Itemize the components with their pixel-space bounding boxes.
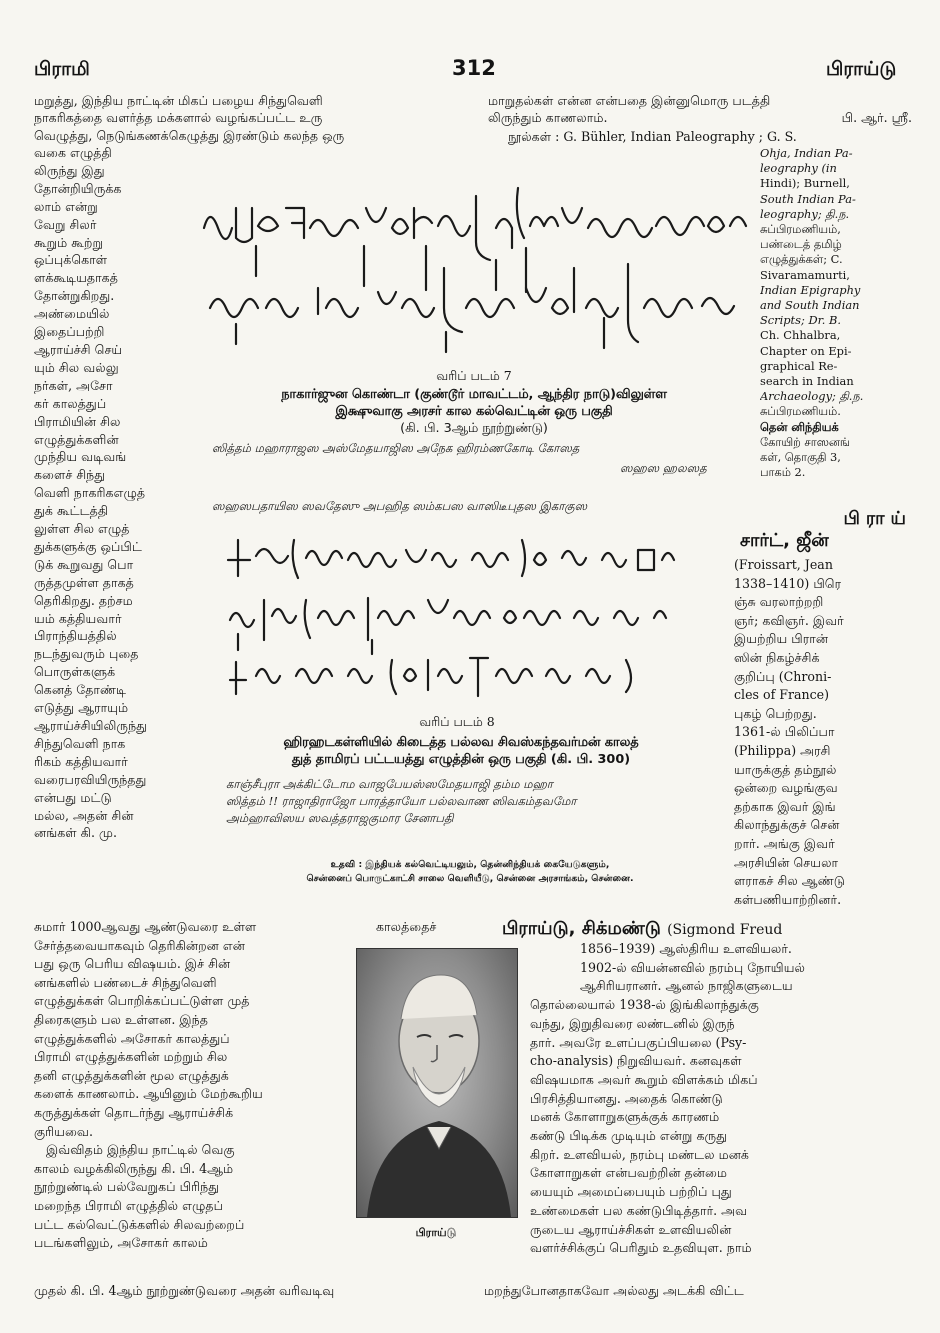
text-line: இயற்றிய பிரான்: [734, 631, 829, 647]
ref-line: Hindi); Burnell,: [760, 176, 850, 191]
text-line: ளராகச் சில ஆண்டு: [734, 873, 845, 889]
plate-7-inscription-drawing: [196, 168, 756, 368]
ref-line: Archaeology; தி.ந.: [760, 389, 864, 404]
text-line: கிறர். உளவியல், நரம்பு மண்டல மனக்: [530, 1146, 749, 1162]
text-line: 1902-ல் வியன்னவில் நரம்பு நோயியல்: [580, 959, 805, 975]
text-line: லிருந்தும் காணலாம்.: [488, 110, 608, 126]
text-line: நாகரிகத்தை வளர்த்த மக்களால் வழங்கப்பட்ட உரு: [34, 110, 323, 126]
plate-8-credit: [222, 858, 718, 886]
text-line: கூறும் கூற்று: [34, 234, 104, 250]
text-line: யையும் அமைப்பையும் பற்றிப் புது: [530, 1184, 732, 1200]
entry-heading-freud-english: (Sigmond Freud: [667, 922, 783, 938]
text-line: தோன்றியிருக்க: [34, 180, 122, 196]
text-line: ளக்கூடியதாகத்: [34, 270, 118, 286]
ref-line: எழுத்துக்கள்; C.: [760, 252, 843, 267]
ref-line: Indian Epigraphy: [760, 282, 861, 297]
text-line: மல்ல, அதன் சின்: [34, 807, 134, 823]
transliteration-line: அம்ஹாவிஸய ஸவத்தராஜகுமார சேனாபதி: [226, 811, 454, 825]
text-line: cho-analysis) நிறுவியவர். கனவுகள்: [530, 1053, 742, 1069]
text-line: எழுத்துக்களில் அசோகர் காலத்துப்: [34, 1030, 230, 1046]
text-line: யம் கத்தியவார்: [34, 610, 122, 626]
text-line: எழுத்துக்களின்: [34, 431, 119, 447]
ref-line: சுப்பிரமணியம்,: [760, 222, 841, 237]
text-line: ருடைய ஆராய்ச்சிகள் உளவியலின்: [530, 1221, 732, 1237]
text-line: cles of France): [734, 687, 830, 703]
text-line: காலம் வழக்கிலிருந்து கி. பி. 4ஆம்: [34, 1160, 234, 1176]
ref-line: leography; தி.ந.: [760, 206, 850, 221]
text-line: றார். அங்கு இவர்: [734, 835, 835, 851]
ref-line: கோயிற் சாஸனங்: [760, 434, 850, 449]
author-signature: பி. ஆர். ஸ்ரீ.: [841, 110, 912, 125]
ref-line: தென் னிந்தியக்: [760, 419, 839, 434]
text-line: யாருக்குத் தம்நூல்: [734, 761, 837, 777]
text-line: எடுத்து ஆராயும்: [34, 700, 129, 716]
ref-line: South Indian Pa-: [760, 191, 856, 206]
plate-7-caption: [196, 386, 752, 437]
text-line: ஆராய்ச்சி செய்: [34, 341, 123, 357]
inscription-line-2: [210, 264, 734, 352]
caption-line: நாகார்ஜுன கொண்டா (குண்டூர் மாவட்டம், ஆந்திர நாடு)விலுள்ள: [281, 387, 667, 402]
text-line: வெழுத்து, நெடுங்கணக்கெழுத்து இரண்டும் கலந்த ஒரு: [34, 127, 345, 143]
credit-line: உதவி : இந்தியக் கல்வெட்டியலும், தென்னிந்தியக் கையேடுகளும்,: [330, 859, 610, 870]
text-line: ஒன்றை வழங்குவ: [734, 780, 838, 796]
text-line: மறுத்து, இந்திய நாட்டின் மிகப் பழைய சிந்துவெளி: [34, 93, 323, 108]
text-line: தெரிகிறது. தற்சம: [34, 592, 133, 608]
text-line: வளர்ச்சிக்குப் பெரிதும் உதவியுள. நாம்: [530, 1240, 752, 1256]
text-line: யும் சில வல்லு: [34, 359, 119, 375]
entry-heading-freud-tamil: பிராய்டு, சிக்மண்டு: [502, 918, 661, 939]
text-line: நூற்றுண்டில் பல்வேறுகப் பிரிந்து: [34, 1179, 220, 1195]
ref-line: Sivaramamurti,: [760, 267, 850, 282]
ref-line: பாகம் 2.: [760, 465, 806, 480]
text-line: (Froissart, Jean: [734, 557, 833, 572]
text-line: குறிப்பு (Chroni-: [734, 668, 832, 684]
text-line: தோன்றுகிறது.: [34, 288, 115, 304]
text-line: ஆசிரியரானர். ஆனல் நாஜிகளுடைய: [580, 978, 793, 994]
text-line: வேறு சிலர்: [34, 216, 97, 232]
text-line: டுக் கூறுவது பொ: [34, 556, 134, 572]
text-line: கருத்துக்கள் தொடர்ந்து ஆராய்ச்சிக்: [34, 1104, 234, 1120]
ref-line: Scripts; Dr. B.: [760, 313, 842, 328]
plate-8-label: வரிப் படம் 8: [419, 714, 495, 729]
inscription-line-1: [204, 188, 746, 292]
text-line: மறைந்த பிராமி எழுத்தில் எழுதப்: [34, 1197, 223, 1213]
text-line: முந்திய வடிவங்: [34, 449, 127, 465]
caption-line: (கி. பி. 3ஆம் நூற்றுண்டு): [400, 421, 548, 436]
freud-entry-last-line: மறந்துபோனதாகவோ அல்லது அடக்கி விட்ட: [484, 1283, 744, 1298]
text-line: தொல்லையால் 1938-ல் இங்கிலாந்துக்கு: [530, 997, 759, 1013]
text-line: கெனத் தோண்டி: [34, 682, 127, 698]
ref-line: and South Indian: [760, 298, 860, 313]
ref-line: சுப்பிரமணியம்.: [760, 404, 841, 419]
text-line: 1856–1939) ஆஸ்திரிய உளவியலர்.: [580, 941, 792, 956]
text-line: கிலாந்துக்குச் சென்: [734, 817, 840, 833]
caption-line: இக்ஷுவாகு அரசர் கால கல்வெட்டின் ஒரு பகுதி: [335, 404, 613, 419]
text-line: கோளாறுகள் என்பவற்றின் தன்மை: [530, 1165, 728, 1181]
plate-7-transliteration-line-3: ஸஹஸபதாயிஸ ஸவதேஸு அபஹித ஸம்கபஸ வாஸிடீபுதஸ இகாகுஸ: [212, 499, 588, 513]
text-line: எழுத்துக்கள் பொறிக்கப்பட்டுள்ள முத்: [34, 993, 250, 1009]
transliteration-line: காஞ்சீபுரா அக்கிட்டோம வாஜபேயஸ்ஸமேதயாஜி தம்ம மஹா: [226, 777, 553, 791]
text-line: ரிகம் கத்தியவார்: [34, 753, 128, 769]
text-line: பொருள்களுக்: [34, 664, 116, 680]
text-line: னங்களில் பண்டைச் சிந்துவெளி: [34, 974, 217, 990]
text-line: விஷயமாக அவர் கூறும் விளக்கம் மிகப்: [530, 1071, 758, 1087]
text-line: திரைகளும் பல உள்ளன. இந்த: [34, 1011, 208, 1027]
text-line: சுமார் 1000ஆவது ஆண்டுவரை உள்ள: [34, 919, 257, 934]
text-line: வந்து, இறுதிவரை லண்டனில் இருந்: [530, 1015, 735, 1031]
credit-line: சென்னைப் பொருட்காட்சி சாலை வெளியீடு, சென்னை அரசாங்கம், சென்னை.: [306, 873, 634, 884]
text-line: ஸின் நிகழ்ச்சிக்: [734, 649, 820, 665]
text-line: இதைப்பற்றி: [34, 324, 105, 340]
text-line: கள்பணியாற்றினர்.: [734, 891, 842, 907]
plate-7-label: வரிப் படம் 7: [436, 368, 512, 383]
text-line: தற்காக இவர் இங்: [734, 798, 836, 814]
freud-entry-body: [530, 940, 912, 1258]
text-line: சேர்த்தவையாகவும் தெரிகின்றன என்: [34, 937, 245, 953]
text-line: பிராமியின் சில: [34, 413, 121, 429]
froissart-entry-body: [734, 556, 912, 909]
text-line: துக் கூட்டத்தி: [34, 503, 109, 519]
text-line: மனக் கோளாறுகளுக்குக் காரணம்: [530, 1109, 720, 1125]
text-line: வரைபரவியிருந்தது: [34, 771, 147, 787]
text-line: பிரசித்தியானது. அதைக் கொண்டு: [530, 1090, 723, 1106]
text-line: இவ்விதம் இந்திய நாட்டில் வெகு: [46, 1142, 235, 1158]
middle-continuation-word: காலத்தைச்: [376, 919, 437, 934]
text-line: பது ஒரு பெரிய விஷயம். இச் சின்: [34, 956, 231, 972]
ref-line: பண்டைத் தமிழ்: [760, 237, 842, 252]
text-line: என்பது மட்டு: [34, 789, 112, 805]
ref-line: கள், தொகுதி 3,: [760, 450, 841, 465]
text-line: கண்டு பிடிக்க முடியும் என்று கருது: [530, 1128, 728, 1144]
text-line: களைச் சிந்து: [34, 467, 106, 483]
text-line: லிருந்து இது: [34, 162, 105, 178]
text-line: 1361-ல் பிலிப்பா: [734, 724, 835, 740]
text-line: பிராமி எழுத்துக்களின் மற்றும் சில: [34, 1049, 228, 1065]
plate-7-transliteration-line-1: ஸித்தம் மஹாராஜஸ அஸ்மேதயாஜிஸ அநேக ஹிரம்ணகோடி கோஸத: [212, 441, 580, 455]
entry-heading-froissart-line-1: பிராய்: [843, 508, 912, 529]
text-line: தார். அவரே உளப்பகுப்பியலை (Psy-: [530, 1034, 747, 1050]
text-line: களைக் காணலாம். ஆயினும் மேற்கூறிய: [34, 1086, 263, 1102]
bottom-left-last-line: முதல் கி. பி. 4ஆம் நூற்றுண்டுவரை அதன் வரிவடிவு: [34, 1283, 335, 1298]
text-line: பிராந்தியத்தில்: [34, 628, 117, 644]
plate-8-inscription-drawing: [222, 530, 692, 710]
inscription-line-2: [230, 598, 666, 654]
text-line: புகழ் பெற்றது.: [734, 705, 817, 721]
freud-portrait-photo: [356, 948, 518, 1218]
text-line: சிந்துவெளி நாக: [34, 735, 126, 751]
text-line: வகை எழுத்தி: [34, 145, 112, 160]
text-line: கர் காலத்துப்: [34, 395, 107, 411]
plate-7-transliteration-line-2: ஸஹஸ ஹலஸத: [620, 461, 707, 475]
text-line: ருத்தமுள்ள தாகத்: [34, 574, 134, 590]
text-line: ஆராய்ச்சியிலிருந்து: [34, 718, 148, 733]
text-line: ஒப்புக்கொள்: [34, 252, 108, 268]
caption-line: ஹிரஹடகள்ளியில் கிடைத்த பல்லவ சிவஸ்கந்தவர்மன் காலத்: [283, 735, 639, 750]
text-line: னங்கள் கி. மு.: [34, 825, 117, 841]
top-left-paragraph: [34, 92, 474, 144]
running-header-right: பிராய்டு: [826, 58, 897, 80]
running-header-left: பிராமி: [34, 58, 90, 80]
text-line: வெளி நாகரிகஎழுத்: [34, 485, 146, 501]
text-line: லுள்ள சில எழுத்: [34, 521, 130, 537]
inscription-line-3: [230, 658, 631, 696]
text-line: குரியவை.: [34, 1123, 93, 1139]
entry-heading-freud: [502, 918, 782, 941]
text-line: துக்களுக்கு ஒப்பிட்: [34, 538, 142, 554]
ref-line: Ch. Chhalbra,: [760, 328, 841, 343]
text-line: பட்ட கல்வெட்டுக்களில் சிலவற்றைப்: [34, 1216, 245, 1232]
transliteration-line: ஸித்தம் !! ராஜாதிராஜோ பாரத்தாயோ பல்லவாண ஸிவகம்தவமோ: [226, 794, 577, 808]
text-line: நடந்துவரும் புதை: [34, 646, 139, 662]
ref-line: Chapter on Epi-: [760, 343, 852, 358]
text-line: ஞர்; கவிஞர். இவர்: [734, 612, 844, 628]
inscription-line-1: [228, 540, 674, 578]
text-line: (Philippa) அரசி: [734, 742, 831, 758]
text-line: படங்களிலும், அசோகர் காலம்: [34, 1235, 208, 1251]
ref-line: graphical Re-: [760, 358, 838, 373]
text-line: அண்மையில்: [34, 306, 110, 322]
text-line: நர்கள், அசோ: [34, 377, 113, 393]
text-line: தனி எழுத்துக்களின் மூல எழுத்துக்: [34, 1067, 229, 1083]
ref-line: search in Indian: [760, 374, 854, 389]
references-first-line: நூல்கள் : G. Bühler, Indian Paleography ; G. S.: [508, 129, 797, 144]
photo-caption: பிராய்டு: [415, 1226, 457, 1239]
references-column: [760, 146, 912, 480]
text-line: மாறுதல்கள் என்ன என்பதை இன்னுமொரு படத்தி: [488, 93, 771, 108]
plate-8-transliteration: [226, 776, 726, 827]
caption-line: துத் தாமிரப் பட்டயத்து எழுத்தின் ஒரு பகுதி (கி. பி. 300): [291, 752, 631, 767]
entry-heading-froissart-line-2: சார்ட், ஜீன்: [740, 530, 829, 551]
page-number: 312: [452, 56, 496, 80]
bottom-left-paragraph: [34, 918, 344, 1253]
text-line: உண்மைகள் பல கண்டுபிடித்தார். அவ: [530, 1202, 748, 1218]
plate-8-caption: [196, 734, 726, 768]
text-line: அரசியின் செயலா: [734, 854, 839, 870]
text-line: லாம் என்று: [34, 198, 98, 214]
text-line: 1338–1410) பிரெ: [734, 575, 842, 591]
ref-line: Ohja, Indian Pa-: [760, 146, 853, 160]
left-narrow-column: [34, 144, 156, 842]
ref-line: leography (in: [760, 161, 837, 176]
text-line: ஞ்சு வரலாற்றறி: [734, 594, 824, 610]
portrait-figure: [357, 949, 517, 1217]
